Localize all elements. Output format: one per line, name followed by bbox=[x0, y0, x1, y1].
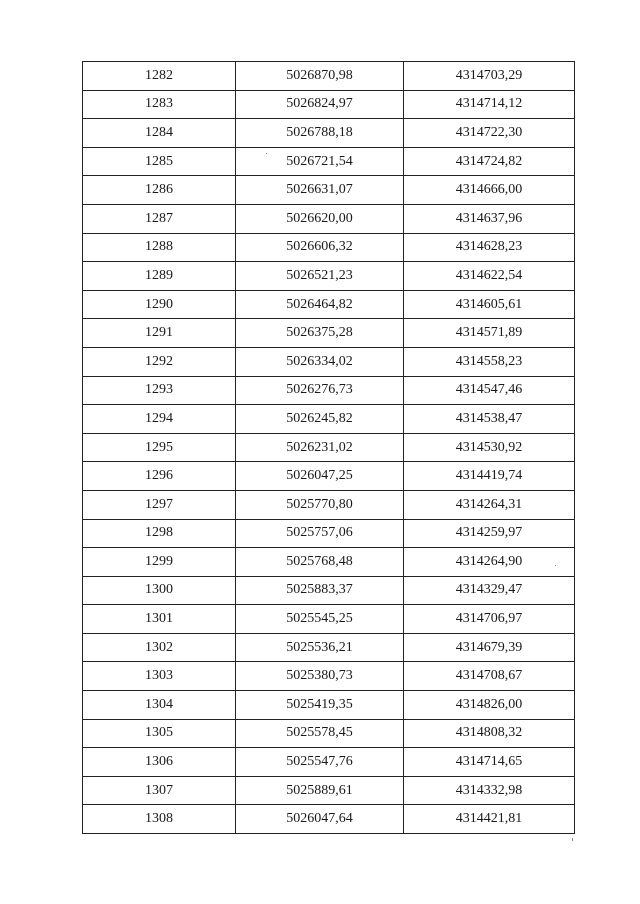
x-coordinate-cell: 5025380,73 bbox=[236, 662, 404, 691]
point-number-cell: 1288 bbox=[83, 233, 236, 262]
y-coordinate-cell: 4314708,67 bbox=[404, 662, 575, 691]
y-coordinate-cell: 4314259,97 bbox=[404, 519, 575, 548]
x-coordinate-cell: 5026620,00 bbox=[236, 204, 404, 233]
x-coordinate-cell: 5025757,06 bbox=[236, 519, 404, 548]
x-coordinate-cell: 5025889,61 bbox=[236, 776, 404, 805]
y-coordinate-cell: 4314538,47 bbox=[404, 405, 575, 434]
point-number-cell: 1284 bbox=[83, 119, 236, 148]
x-coordinate-cell: 5025770,80 bbox=[236, 490, 404, 519]
table-row bbox=[83, 691, 575, 720]
y-coordinate-cell: 4314332,98 bbox=[404, 776, 575, 805]
point-number-cell: 1286 bbox=[83, 176, 236, 205]
x-coordinate-cell: 5025536,21 bbox=[236, 633, 404, 662]
y-coordinate-cell: 4314571,89 bbox=[404, 319, 575, 348]
x-coordinate-cell: 5026047,64 bbox=[236, 805, 404, 834]
point-number-cell: 1307 bbox=[83, 776, 236, 805]
point-number-cell: 1293 bbox=[83, 376, 236, 405]
scan-speck bbox=[555, 565, 556, 566]
table-row bbox=[83, 176, 575, 205]
y-coordinate-cell: 4314605,61 bbox=[404, 290, 575, 319]
point-number-cell: 1296 bbox=[83, 462, 236, 491]
point-number-cell: 1292 bbox=[83, 347, 236, 376]
coordinates-table-body bbox=[83, 62, 575, 834]
table-row bbox=[83, 405, 575, 434]
scan-speck bbox=[266, 153, 267, 154]
x-coordinate-cell: 5026870,98 bbox=[236, 62, 404, 91]
point-number-cell: 1303 bbox=[83, 662, 236, 691]
point-number-cell: 1301 bbox=[83, 605, 236, 634]
table-row bbox=[83, 805, 575, 834]
table-row bbox=[83, 719, 575, 748]
y-coordinate-cell: 4314530,92 bbox=[404, 433, 575, 462]
y-coordinate-cell: 4314826,00 bbox=[404, 691, 575, 720]
table-row bbox=[83, 347, 575, 376]
y-coordinate-cell: 4314714,65 bbox=[404, 748, 575, 777]
point-number-cell: 1302 bbox=[83, 633, 236, 662]
point-number-cell: 1299 bbox=[83, 548, 236, 577]
scan-speck bbox=[572, 838, 573, 841]
table-row bbox=[83, 519, 575, 548]
point-number-cell: 1297 bbox=[83, 490, 236, 519]
y-coordinate-cell: 4314628,23 bbox=[404, 233, 575, 262]
table-row bbox=[83, 748, 575, 777]
table-row bbox=[83, 147, 575, 176]
x-coordinate-cell: 5026245,82 bbox=[236, 405, 404, 434]
x-coordinate-cell: 5026464,82 bbox=[236, 290, 404, 319]
point-number-cell: 1300 bbox=[83, 576, 236, 605]
point-number-cell: 1308 bbox=[83, 805, 236, 834]
y-coordinate-cell: 4314419,74 bbox=[404, 462, 575, 491]
y-coordinate-cell: 4314703,29 bbox=[404, 62, 575, 91]
y-coordinate-cell: 4314637,96 bbox=[404, 204, 575, 233]
x-coordinate-cell: 5026606,32 bbox=[236, 233, 404, 262]
point-number-cell: 1304 bbox=[83, 691, 236, 720]
x-coordinate-cell: 5026375,28 bbox=[236, 319, 404, 348]
y-coordinate-cell: 4314722,30 bbox=[404, 119, 575, 148]
x-coordinate-cell: 5026047,25 bbox=[236, 462, 404, 491]
point-number-cell: 1282 bbox=[83, 62, 236, 91]
x-coordinate-cell: 5026721,54 bbox=[236, 147, 404, 176]
table-row bbox=[83, 605, 575, 634]
y-coordinate-cell: 4314264,31 bbox=[404, 490, 575, 519]
y-coordinate-cell: 4314706,97 bbox=[404, 605, 575, 634]
table-row bbox=[83, 119, 575, 148]
table-row bbox=[83, 576, 575, 605]
point-number-cell: 1283 bbox=[83, 90, 236, 119]
y-coordinate-cell: 4314679,39 bbox=[404, 633, 575, 662]
coordinates-table bbox=[82, 61, 575, 834]
table-row bbox=[83, 319, 575, 348]
point-number-cell: 1291 bbox=[83, 319, 236, 348]
table-row bbox=[83, 233, 575, 262]
point-number-cell: 1298 bbox=[83, 519, 236, 548]
y-coordinate-cell: 4314421,81 bbox=[404, 805, 575, 834]
x-coordinate-cell: 5025419,35 bbox=[236, 691, 404, 720]
table-row bbox=[83, 633, 575, 662]
x-coordinate-cell: 5025547,76 bbox=[236, 748, 404, 777]
table-row bbox=[83, 290, 575, 319]
x-coordinate-cell: 5026824,97 bbox=[236, 90, 404, 119]
point-number-cell: 1295 bbox=[83, 433, 236, 462]
x-coordinate-cell: 5026231,02 bbox=[236, 433, 404, 462]
point-number-cell: 1289 bbox=[83, 262, 236, 291]
y-coordinate-cell: 4314264,90 bbox=[404, 548, 575, 577]
x-coordinate-cell: 5026276,73 bbox=[236, 376, 404, 405]
x-coordinate-cell: 5026521,23 bbox=[236, 262, 404, 291]
x-coordinate-cell: 5025578,45 bbox=[236, 719, 404, 748]
point-number-cell: 1306 bbox=[83, 748, 236, 777]
table-row bbox=[83, 204, 575, 233]
y-coordinate-cell: 4314808,32 bbox=[404, 719, 575, 748]
y-coordinate-cell: 4314329,47 bbox=[404, 576, 575, 605]
point-number-cell: 1294 bbox=[83, 405, 236, 434]
x-coordinate-cell: 5025545,25 bbox=[236, 605, 404, 634]
table-row bbox=[83, 90, 575, 119]
point-number-cell: 1285 bbox=[83, 147, 236, 176]
table-row bbox=[83, 262, 575, 291]
x-coordinate-cell: 5025768,48 bbox=[236, 548, 404, 577]
table-row bbox=[83, 433, 575, 462]
x-coordinate-cell: 5026631,07 bbox=[236, 176, 404, 205]
table-row bbox=[83, 62, 575, 91]
y-coordinate-cell: 4314714,12 bbox=[404, 90, 575, 119]
y-coordinate-cell: 4314622,54 bbox=[404, 262, 575, 291]
x-coordinate-cell: 5025883,37 bbox=[236, 576, 404, 605]
point-number-cell: 1305 bbox=[83, 719, 236, 748]
x-coordinate-cell: 5026334,02 bbox=[236, 347, 404, 376]
table-row bbox=[83, 548, 575, 577]
x-coordinate-cell: 5026788,18 bbox=[236, 119, 404, 148]
point-number-cell: 1287 bbox=[83, 204, 236, 233]
point-number-cell: 1290 bbox=[83, 290, 236, 319]
table-row bbox=[83, 490, 575, 519]
y-coordinate-cell: 4314558,23 bbox=[404, 347, 575, 376]
table-row bbox=[83, 462, 575, 491]
table-row bbox=[83, 376, 575, 405]
table-row bbox=[83, 662, 575, 691]
y-coordinate-cell: 4314666,00 bbox=[404, 176, 575, 205]
y-coordinate-cell: 4314547,46 bbox=[404, 376, 575, 405]
y-coordinate-cell: 4314724,82 bbox=[404, 147, 575, 176]
table-row bbox=[83, 776, 575, 805]
